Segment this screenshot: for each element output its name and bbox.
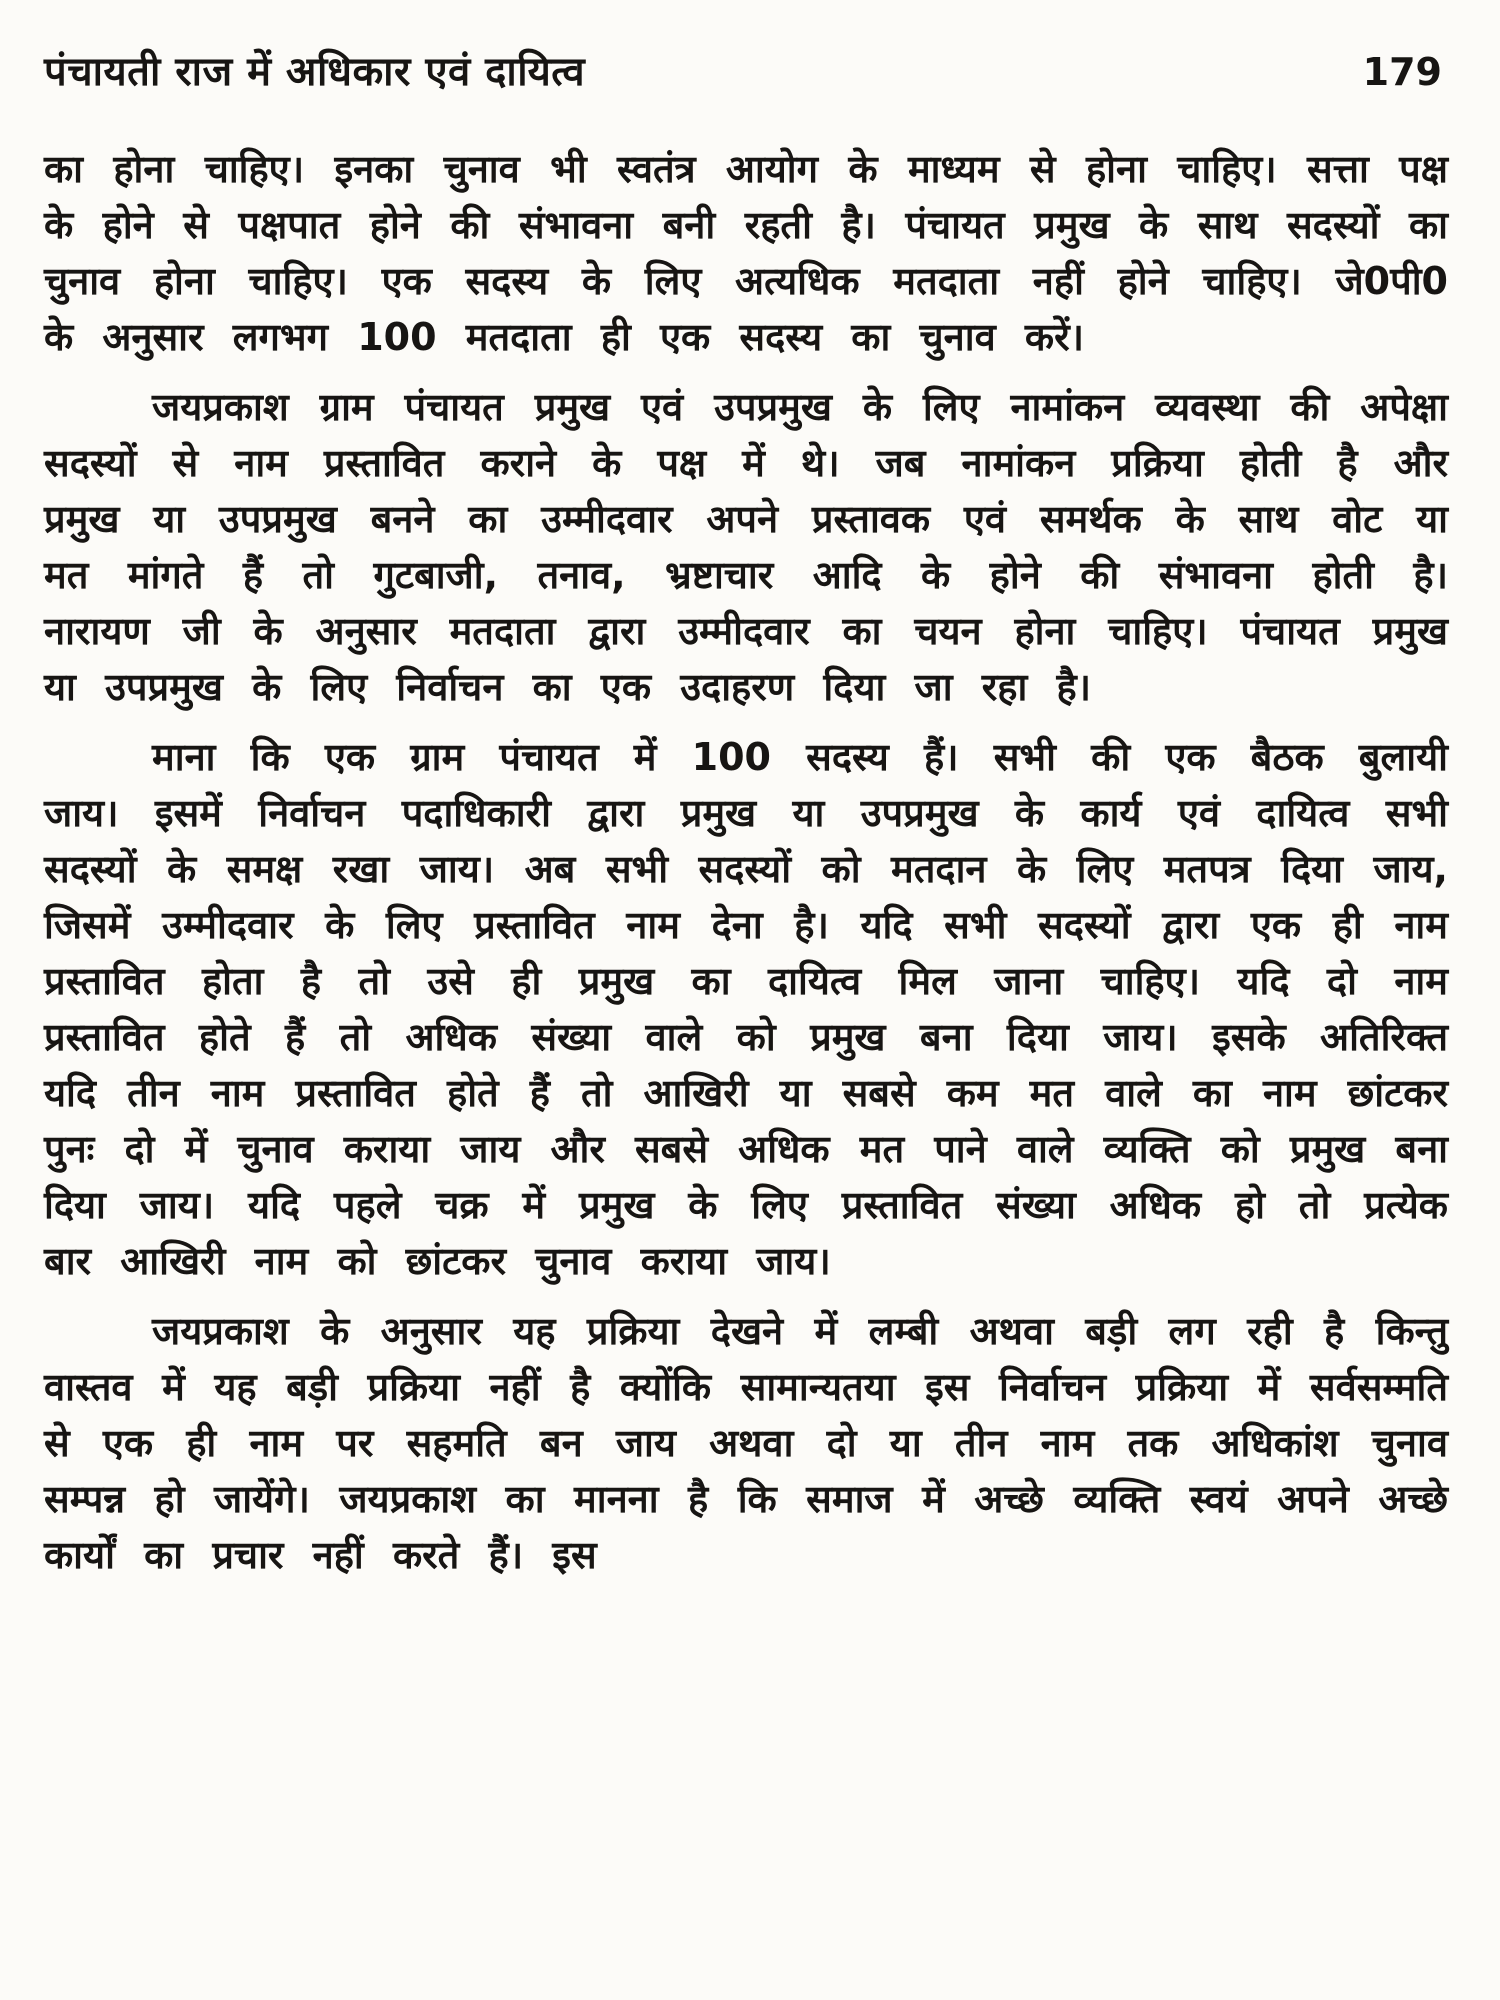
paragraph: माना कि एक ग्राम पंचायत में 100 सदस्य हैं। सभी की एक बैठक बुलायी जाय। इसमें निर्वाचन पदाधिकारी द्वारा प्रमुख या उपप्रमुख के कार्य एवं दायित्व सभी सदस्यों के समक्ष रखा जाय। अब सभी सदस्यों को मतदान के लिए मतपत्र दिया जाय, जिसमें उम्मीदवार के लिए प्रस्तावित नाम देना है। यदि सभी सदस्यों द्वारा एक ही नाम प्रस्तावित होता है तो उसे ही प्रमुख का दायित्व मिल जाना चाहिए। यदि दो नाम प्रस्तावित होते हैं तो अधिक संख्या वाले को प्रमुख बना दिया जाय। इसके अतिरिक्त यदि तीन नाम प्रस्तावित होते हैं तो आखिरी या सबसे कम मत वाले का नाम छांटकर पुनः दो में चुनाव कराया जाय और सबसे अधिक मत पाने वाले व्यक्ति को प्रमुख बना दिया जाय। यदि पहले चक्र में प्रमुख के लिए प्रस्तावित संख्या अधिक हो तो प्रत्येक बार आखिरी नाम को छांटकर चुनाव कराया जाय।	[44, 735, 1448, 1283]
paragraph: जयप्रकाश के अनुसार यह प्रक्रिया देखने में लम्बी अथवा बड़ी लग रही है किन्तु वास्तव में यह बड़ी प्रक्रिया नहीं है क्योंकि सामान्यतया इस निर्वाचन प्रक्रिया में सर्वसम्मति से एक ही नाम पर सहमति बन जाय अथवा दो या तीन नाम तक अधिकांश चुनाव सम्पन्न हो जायेंगे। जयप्रकाश का मानना है कि समाज में अच्छे व्यक्ति स्वयं अपने अच्छे कार्यों का प्रचार नहीं करते हैं। इस	[44, 1309, 1448, 1577]
paragraph-continuation: का होना चाहिए। इनका चुनाव भी स्वतंत्र आयोग के माध्यम से होना चाहिए। सत्ता पक्ष के होने से पक्षपात होने की संभावना बनी रहती है। पंचायत प्रमुख के साथ सदस्यों का चुनाव होना चाहिए। एक सदस्य के लिए अत्यधिक मतदाता नहीं होने चाहिए। जे0पी0 के अनुसार लगभग 100 मतदाता ही एक सदस्य का चुनाव करें।	[44, 147, 1448, 359]
page-body	[44, 141, 1448, 1583]
page-number: 179	[1362, 50, 1442, 94]
chapter-title: पंचायती राज में अधिकार एवं दायित्व	[44, 49, 586, 95]
page-header	[44, 42, 1448, 97]
paragraph: जयप्रकाश ग्राम पंचायत प्रमुख एवं उपप्रमुख के लिए नामांकन व्यवस्था की अपेक्षा सदस्यों से नाम प्रस्तावित कराने के पक्ष में थे। जब नामांकन प्रक्रिया होती है और प्रमुख या उपप्रमुख बनने का उम्मीदवार अपने प्रस्तावक एवं समर्थक के साथ वोट या मत मांगते हैं तो गुटबाजी, तनाव, भ्रष्टाचार आदि के होने की संभावना होती है। नारायण जी के अनुसार मतदाता द्वारा उम्मीदवार का चयन होना चाहिए। पंचायत प्रमुख या उपप्रमुख के लिए निर्वाचन का एक उदाहरण दिया जा रहा है।	[44, 385, 1448, 709]
